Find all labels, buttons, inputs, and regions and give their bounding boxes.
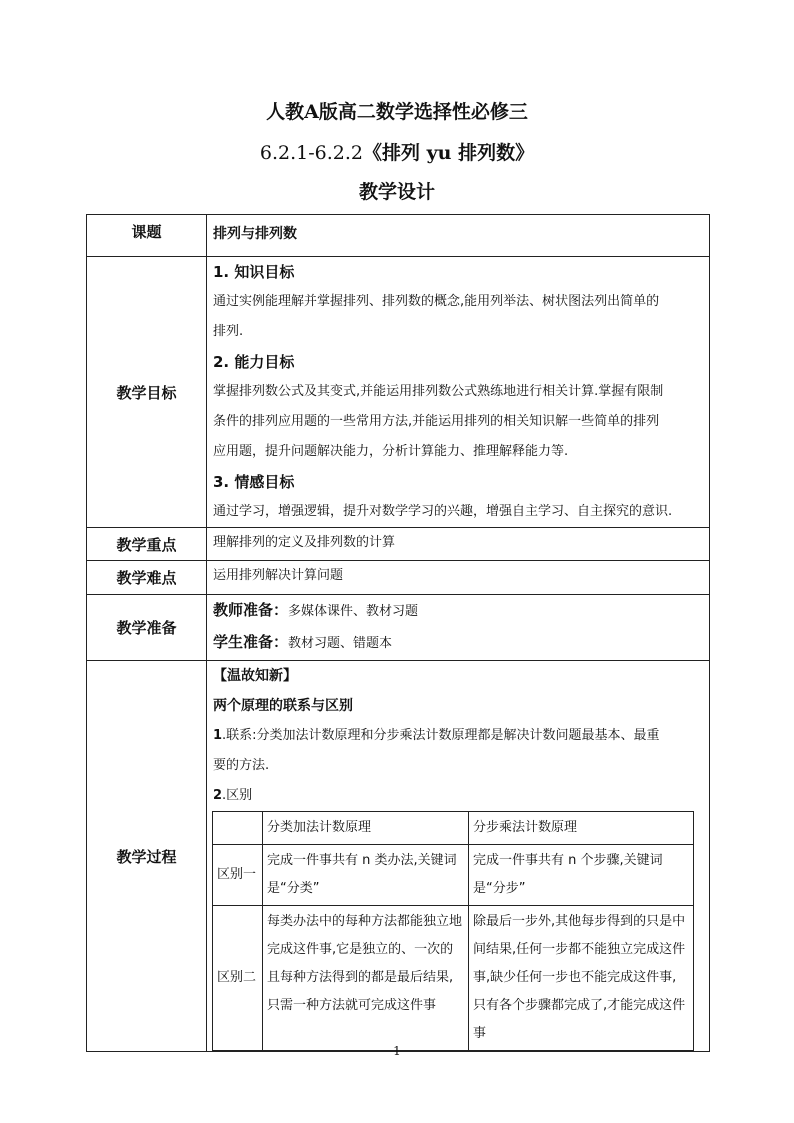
goals-content bbox=[207, 257, 710, 528]
comparison-col-multiplication: 分步乘法计数原理 bbox=[469, 812, 694, 845]
page-number: 1 bbox=[393, 1044, 401, 1058]
difficulty-value: 运用排列解决计算问题 bbox=[207, 561, 710, 595]
row-key bbox=[87, 528, 710, 561]
label-key: 教学重点 bbox=[87, 528, 207, 561]
connection-text-cont: 要的方法. bbox=[213, 758, 270, 773]
row-topic bbox=[87, 215, 710, 257]
section-subtitle: 两个原理的联系与区别 bbox=[213, 698, 353, 714]
goal-heading-knowledge: 1. 知识目标 bbox=[213, 263, 295, 281]
comparison-row-label: 区别二 bbox=[213, 906, 263, 1051]
student-prep: 学生准备：教材习题、错题本 bbox=[213, 633, 393, 651]
comparison-row-label: 区别一 bbox=[213, 845, 263, 906]
process-content bbox=[207, 661, 710, 1052]
comparison-cell: 每类办法中的每种方法都能独立地完成这件事,它是独立的、一次的且每种方法得到的都是最后结果,只需一种方法就可完成这件事 bbox=[263, 906, 469, 1051]
goal-text: 条件的排列应用题的一些常用方法,并能运用排列的相关知识解一些简单的排列 bbox=[213, 414, 660, 429]
document-title: 人教A版高二数学选择性必修三 bbox=[266, 101, 528, 123]
comparison-cell: 除最后一步外,其他每步得到的只是中间结果,任何一步都不能独立完成这件事,缺少任何一步也不能完成这件事,只有各个步骤都完成了,才能完成这件事 bbox=[469, 906, 694, 1051]
goal-text: 排列. bbox=[213, 324, 244, 339]
label-goals: 教学目标 bbox=[87, 257, 207, 528]
prep-content bbox=[207, 595, 710, 661]
lesson-name: 《排列 yu 排列数》 bbox=[363, 142, 535, 164]
connection-text: 1.联系:分类加法计数原理和分步乘法计数原理都是解决计数问题最基本、最重 bbox=[213, 728, 660, 743]
row-goals bbox=[87, 257, 710, 528]
comparison-table bbox=[212, 811, 694, 1051]
comparison-header-row bbox=[213, 812, 694, 845]
lesson-title bbox=[0, 138, 794, 165]
topic-value: 排列与排列数 bbox=[207, 215, 710, 257]
row-difficulty bbox=[87, 561, 710, 595]
lesson-number: 6.2.1-6.2.2 bbox=[259, 142, 363, 164]
section-title: 【温故知新】 bbox=[213, 668, 297, 684]
row-prep bbox=[87, 595, 710, 661]
comparison-cell: 完成一件事共有 n 类办法,关键词是“分类” bbox=[263, 845, 469, 906]
teacher-prep: 教师准备：多媒体课件、教材习题 bbox=[213, 601, 419, 619]
goal-text: 通过实例能理解并掌握排列、排列数的概念,能用列举法、树状图法列出简单的 bbox=[213, 294, 660, 309]
comparison-row-1 bbox=[213, 845, 694, 906]
label-difficulty: 教学难点 bbox=[87, 561, 207, 595]
comparison-col-addition: 分类加法计数原理 bbox=[263, 812, 469, 845]
label-process: 教学过程 bbox=[87, 661, 207, 1052]
goal-text: 通过学习，增强逻辑，提升对数学学习的兴趣，增强自主学习、自主探究的意识. bbox=[213, 504, 673, 519]
comparison-corner bbox=[213, 812, 263, 845]
comparison-row-2 bbox=[213, 906, 694, 1051]
comparison-cell: 完成一件事共有 n 个步骤,关键词是“分步” bbox=[469, 845, 694, 906]
goal-text: 应用题，提升问题解决能力，分析计算能力、推理解释能力等. bbox=[213, 444, 569, 459]
goal-text: 掌握排列数公式及其变式,并能运用排列数公式熟练地进行相关计算.掌握有限制 bbox=[213, 384, 664, 399]
key-value: 理解排列的定义及排列数的计算 bbox=[207, 528, 710, 561]
label-topic: 课题 bbox=[87, 215, 207, 257]
goal-heading-ability: 2. 能力目标 bbox=[213, 353, 295, 371]
row-process bbox=[87, 661, 710, 1052]
lesson-plan-table bbox=[86, 214, 710, 1052]
goal-heading-emotion: 3. 情感目标 bbox=[213, 473, 295, 491]
label-prep: 教学准备 bbox=[87, 595, 207, 661]
design-title: 教学设计 bbox=[358, 181, 435, 203]
difference-heading: 2.区别 bbox=[213, 788, 253, 803]
